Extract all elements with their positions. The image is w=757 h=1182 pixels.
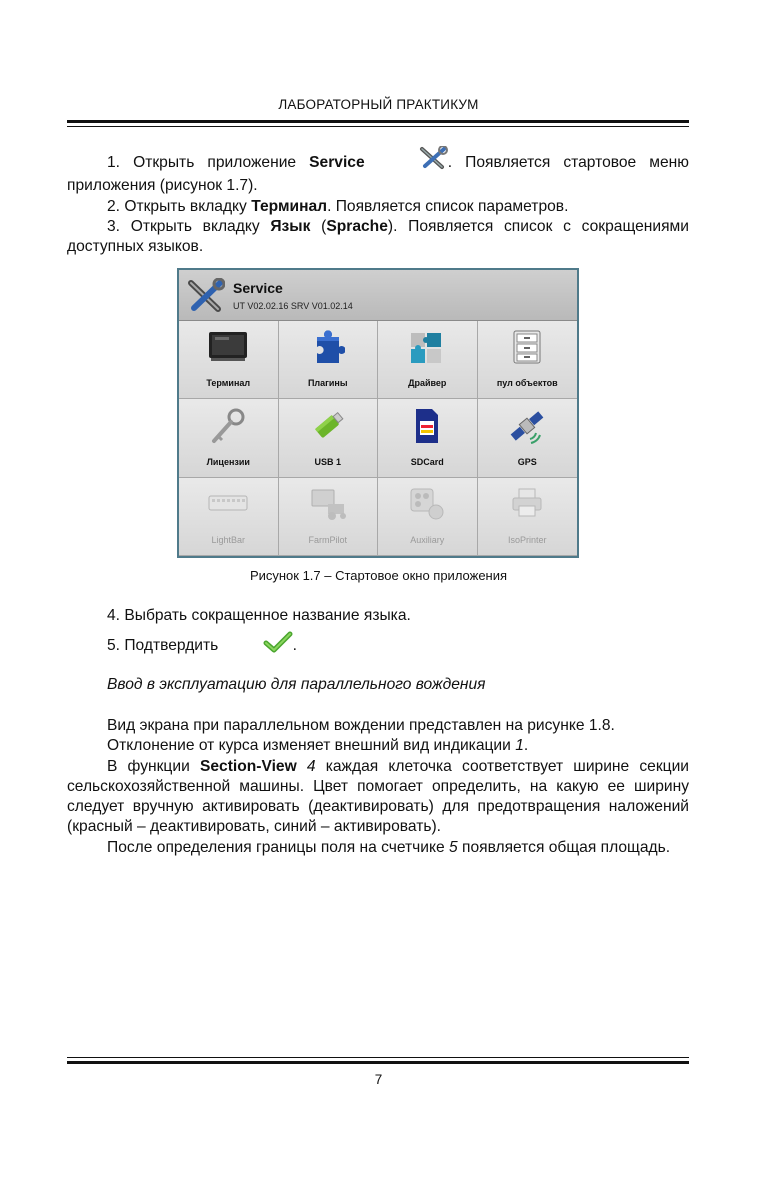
tile-gps[interactable]: GPS bbox=[478, 399, 578, 477]
farmpilot-icon bbox=[306, 486, 350, 527]
service-tools-icon bbox=[185, 278, 225, 319]
section-body bbox=[67, 716, 689, 858]
printer-icon bbox=[509, 486, 545, 525]
figure-caption: Рисунок 1.7 – Стартовое окно приложения bbox=[249, 568, 508, 583]
section-paragraph-1: Вид экрана при параллельном вождении представлен на рисунке 1.8. bbox=[107, 717, 615, 734]
service-start-window bbox=[177, 268, 579, 558]
step-1: 1. Открыть приложение Service . Появляется стартовое меню приложения (рисунок 1.7). bbox=[67, 146, 689, 197]
running-header: ЛАБОРАТОРНЫЙ ПРАКТИКУМ bbox=[278, 97, 479, 112]
service-app-title: Service bbox=[233, 280, 283, 296]
tile-usb1[interactable]: USB 1 bbox=[279, 399, 379, 477]
tile-farmpilot[interactable]: FarmPilot bbox=[279, 478, 379, 556]
tile-driver[interactable]: Драйвер bbox=[378, 321, 478, 399]
tile-sdcard[interactable]: SDCard bbox=[378, 399, 478, 477]
service-app-version: UT V02.02.16 SRV V01.02.14 bbox=[233, 301, 353, 311]
service-window-header bbox=[179, 270, 577, 321]
usb-stick-icon bbox=[308, 407, 348, 450]
tile-plugins[interactable]: Плагины bbox=[279, 321, 379, 399]
satellite-icon bbox=[506, 407, 548, 450]
section-subtitle: Ввод в эксплуатацию для параллельного вождения bbox=[107, 676, 486, 693]
lightbar-icon bbox=[206, 486, 250, 525]
footer-rule-thin bbox=[67, 1057, 689, 1058]
monitor-icon bbox=[207, 329, 249, 368]
intro-steps bbox=[67, 146, 689, 257]
steps-4-5 bbox=[67, 606, 689, 660]
section-paragraph-4: После определения границы поля на счетчике 5 появляется общая площадь. bbox=[107, 838, 671, 856]
page-number: 7 bbox=[374, 1072, 383, 1087]
step-4: 4. Выбрать сокращенное название языка. bbox=[107, 607, 411, 624]
section-paragraph-2: Отклонение от курса изменяет внешний вид индикации 1. bbox=[107, 737, 529, 755]
footer-rule-thick bbox=[67, 1061, 689, 1064]
tile-lightbar[interactable]: LightBar bbox=[179, 478, 279, 556]
auxiliary-icon bbox=[407, 486, 447, 527]
file-cabinet-icon bbox=[511, 329, 543, 370]
header-rule-thick bbox=[67, 120, 689, 123]
section-paragraph-3: В функции Section-View 4 каждая клеточка соответствует ширине секции сельскохозяйственной машины. Цвет помогает определить, на какую ее ширину следует вручную активировать (деактивировать) для предотвращения наложений (красный – деактивировать, синий – активировать). bbox=[67, 757, 689, 836]
tile-licenses[interactable]: Лицензии bbox=[179, 399, 279, 477]
service-tile-grid bbox=[179, 321, 577, 556]
checkmark-icon bbox=[223, 631, 293, 659]
puzzle-icon bbox=[311, 329, 345, 370]
tile-terminal[interactable]: Терминал bbox=[179, 321, 279, 399]
step-5: 5. Подтвердить . bbox=[67, 631, 689, 659]
tile-object-pool[interactable]: пул объектов bbox=[478, 321, 578, 399]
wrench-screwdriver-icon bbox=[378, 146, 448, 176]
tile-isoprinter[interactable]: IsoPrinter bbox=[478, 478, 578, 556]
header-rule-thin bbox=[67, 126, 689, 127]
key-icon bbox=[208, 407, 248, 450]
tile-auxiliary[interactable]: Auxiliary bbox=[378, 478, 478, 556]
step-2: 2. Открыть вкладку Терминал. Появляется список параметров. bbox=[107, 197, 569, 215]
puzzle-pieces-icon bbox=[407, 329, 447, 370]
step-3: 3. Открыть вкладку Язык (Sprache). Появляется список с сокращениями доступных языков. bbox=[67, 217, 689, 256]
sd-card-icon bbox=[412, 407, 442, 450]
